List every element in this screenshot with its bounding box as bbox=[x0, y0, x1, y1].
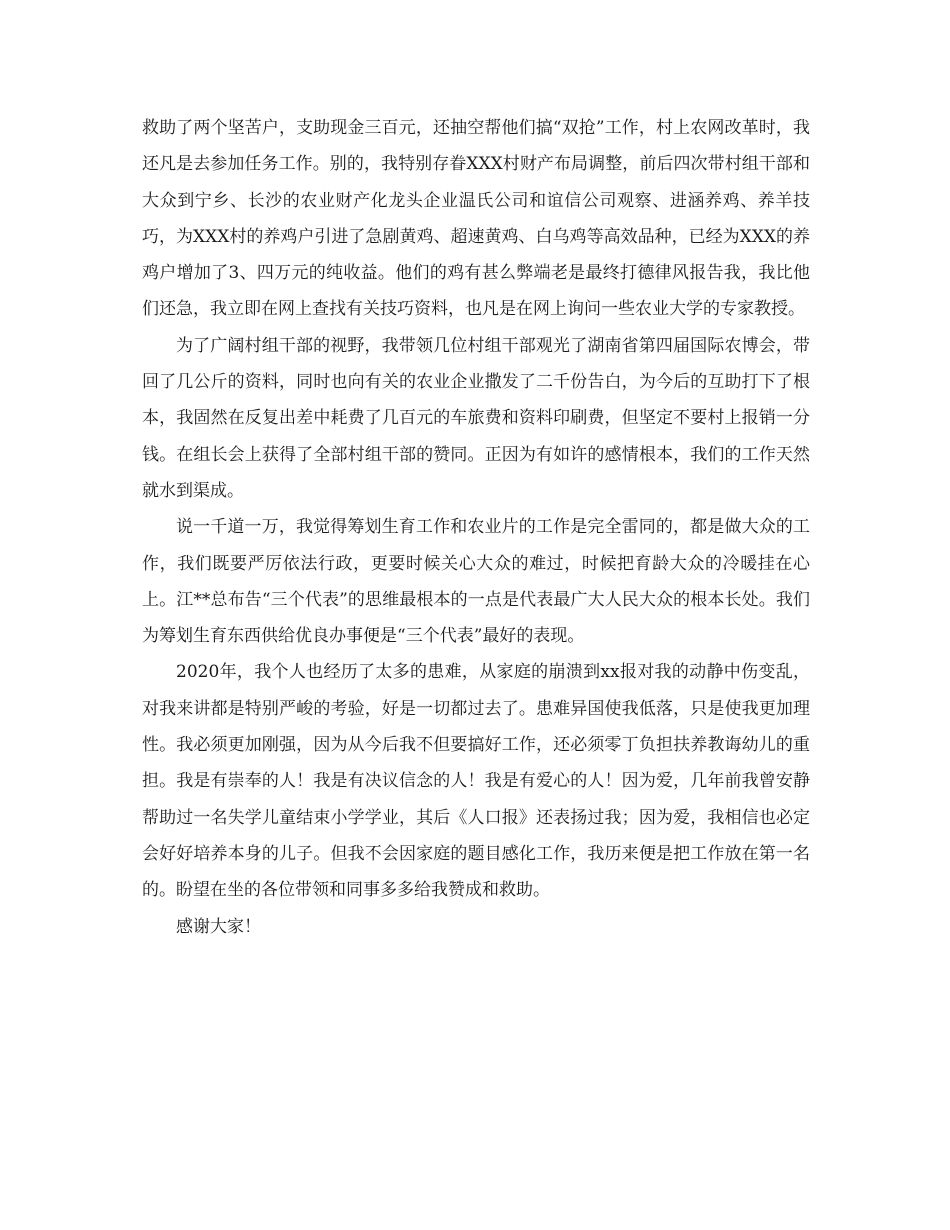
paragraph: 说一千道一万，我觉得筹划生育工作和农业片的工作是完全雷同的，都是做大众的工作，我们既要严厉依法行政，更要时候关心大众的难过，时候把育龄大众的冷暖挂在心上。江**总布告“三个代表”的思维最根本的一点是代表最广大人民大众的根本长处。我们为筹划生育东西供给优良办事便是“三个代表”最好的表现。 bbox=[142, 517, 810, 647]
paragraph: 为了广阔村组干部的视野，我带领几位村组干部观光了湖南省第四届国际农博会，带回了几公斤的资料，同时也向有关的农业企业撒发了二千份告白，为今后的互助打下了根本，我固然在反复出差中耗费了几百元的车旅费和资料印刷费，但坚定不要村上报销一分钱。在组长会上获得了全部村组干部的赞同。正因为有如许的感情根本，我们的工作天然就水到渠成。 bbox=[142, 335, 810, 501]
document-body bbox=[142, 110, 810, 945]
closing-line: 感谢大家！ bbox=[176, 916, 261, 937]
paragraph-continued: 救助了两个坚苦户，支助现金三百元，还抽空帮他们搞“双抢”工作，村上农网改革时，我还凡是去参加任务工作。别的，我特别存眷XXX村财产布局调整，前后四次带村组干部和大众到宁乡、长沙的农业财产化龙头企业温氏公司和谊信公司观察、进涵养鸡、养羊技巧，为XXX村的养鸡户引进了急剧黄鸡、超速黄鸡、白乌鸡等高效品种，已经为XXX的养鸡户增加了3、四万元的纯收益。他们的鸡有甚么弊端老是最终打德律风报告我，我比他们还急，我立即在网上查找有关技巧资料，也凡是在网上询问一些农业大学的专家教授。 bbox=[142, 118, 810, 320]
paragraph: 2020年，我个人也经历了太多的患难，从家庭的崩溃到xx报对我的动静中伤变乱，对我来讲都是特别严峻的考验，好是一切都过去了。患难异国使我低落，只是使我更加理性。我必须更加刚强，因为从今后我不但要搞好工作，还必须零丁负担扶养教诲幼儿的重担。我是有崇奉的人！我是有决议信念的人！我是有爱心的人！因为爱，几年前我曾安静帮助过一名失学儿童结束小学学业，其后《人口报》还表扬过我；因为爱，我相信也必定会好好培养本身的儿子。但我不会因家庭的题目感化工作，我历来便是把工作放在第一名的。盼望在坐的各位带领和同事多多给我赞成和救助。 bbox=[142, 662, 810, 901]
